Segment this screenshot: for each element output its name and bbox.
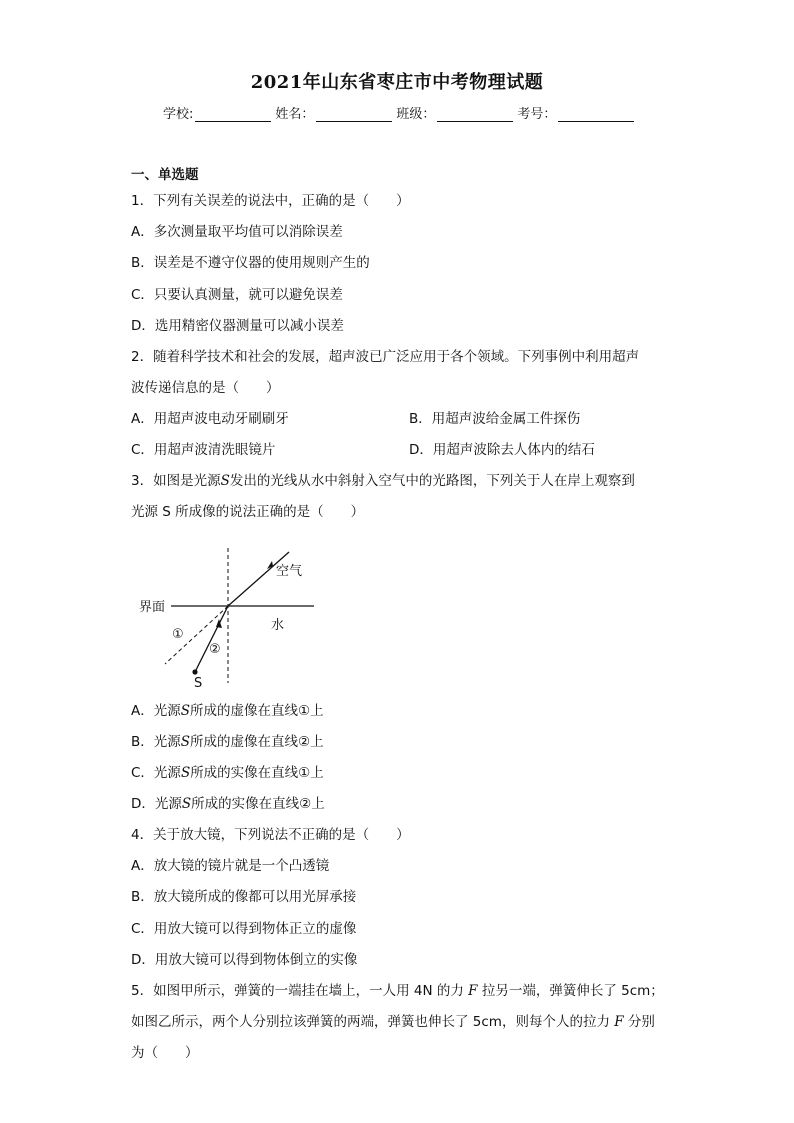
q3-b-symbol: S bbox=[180, 734, 191, 750]
question-4-option-c: C．用放大镜可以得到物体正立的虚像 bbox=[131, 921, 357, 937]
question-2-option-b: B．用超声波给金属工件探伤 bbox=[409, 411, 581, 427]
section-heading: 一、单选题 bbox=[131, 167, 199, 183]
q3-stem-text-a: 3．如图是光源 bbox=[131, 473, 221, 489]
question-4-option-d: D．用放大镜可以得到物体倒立的实像 bbox=[131, 952, 358, 968]
question-2-stem-line1: 2．随着科学技术和社会的发展，超声波已广泛应用于各个领域。下列事例中利用超声 bbox=[131, 349, 640, 365]
q5-line1-text-b: 拉另一端，弹簧伸长了 5cm； bbox=[477, 983, 664, 999]
name-blank[interactable] bbox=[316, 107, 392, 122]
school-blank[interactable] bbox=[195, 107, 271, 122]
question-5-stem-line3: 为（ ） bbox=[131, 1045, 199, 1061]
question-2-stem-line2: 波传递信息的是（ ） bbox=[131, 380, 280, 396]
question-3-option-d bbox=[131, 795, 325, 813]
question-1-option-c: C．只要认真测量，就可以避免误差 bbox=[131, 287, 343, 303]
water-label: 水 bbox=[271, 618, 285, 633]
q3-stem-text-b: 发出的光线从水中斜射入空气中的光路图，下列关于人在岸上观察到 bbox=[229, 473, 635, 489]
question-3-option-c bbox=[131, 764, 324, 782]
q3-d-prefix: D．光源 bbox=[131, 796, 182, 812]
question-2-option-c: C．用超声波清洗眼镜片 bbox=[131, 442, 276, 458]
line-1-label: ① bbox=[172, 627, 184, 642]
q3-d-symbol: S bbox=[181, 796, 192, 812]
q3-b-text: 所成的虚像在直线②上 bbox=[190, 734, 324, 750]
question-2-option-a: A．用超声波电动牙刷刷牙 bbox=[131, 411, 289, 427]
question-1-option-b: B．误差是不遵守仪器的使用规则产生的 bbox=[131, 255, 370, 271]
air-label: 空气 bbox=[276, 564, 303, 579]
q3-b-prefix: B．光源 bbox=[131, 734, 181, 750]
question-1-option-d: D．选用精密仪器测量可以减小误差 bbox=[131, 318, 344, 334]
refraction-diagram bbox=[131, 540, 321, 690]
question-4-option-b: B．放大镜所成的像都可以用光屏承接 bbox=[131, 889, 357, 905]
q5-force-symbol-2: F bbox=[614, 1014, 624, 1030]
q3-a-prefix: A．光源 bbox=[131, 703, 181, 719]
question-1-stem: 1．下列有关误差的说法中，正确的是（ ） bbox=[131, 193, 410, 209]
page-title: 2021年山东省枣庄市中考物理试题 bbox=[250, 72, 544, 93]
q3-source-symbol: S bbox=[220, 473, 230, 489]
interface-label: 界面 bbox=[139, 600, 166, 615]
refracted-ray bbox=[228, 552, 289, 606]
student-info-line bbox=[163, 103, 638, 122]
question-4-stem: 4．关于放大镜，下列说法不正确的是（ ） bbox=[131, 827, 410, 843]
exam-number-label: 考号： bbox=[517, 107, 557, 122]
question-4-option-a: A．放大镜的镜片就是一个凸透镜 bbox=[131, 858, 330, 874]
source-label: S bbox=[194, 676, 203, 690]
q3-a-symbol: S bbox=[180, 703, 190, 719]
name-label: 姓名： bbox=[275, 107, 315, 122]
q5-line1-text-a: 5．如图甲所示，弹簧的一端挂在墙上，一人用 4N 的力 bbox=[131, 983, 469, 999]
question-3-stem-line2: 光源 S 所成像的说法正确的是（ ） bbox=[131, 504, 365, 520]
line-2-label: ② bbox=[209, 642, 221, 657]
q5-line2-text-a: 如图乙所示，两个人分别拉该弹簧的两端，弹簧也伸长了 5cm，则每个人的拉力 bbox=[131, 1014, 615, 1030]
question-5-stem-line2 bbox=[131, 1013, 655, 1031]
question-3-option-a bbox=[131, 702, 324, 720]
question-3-option-b bbox=[131, 733, 324, 751]
q3-d-text: 所成的实像在直线②上 bbox=[191, 796, 325, 812]
q5-force-symbol-1: F bbox=[468, 983, 478, 999]
q3-c-symbol: S bbox=[180, 765, 191, 781]
question-1-option-a: A．多次测量取平均值可以消除误差 bbox=[131, 224, 343, 240]
incident-ray-2 bbox=[195, 606, 228, 672]
question-5-stem-line1 bbox=[131, 982, 664, 1000]
light-source-point bbox=[192, 669, 197, 674]
q3-a-text: 所成的虚像在直线①上 bbox=[190, 703, 324, 719]
q3-c-prefix: C．光源 bbox=[131, 765, 181, 781]
class-blank[interactable] bbox=[437, 107, 513, 122]
question-3-stem-line1 bbox=[131, 472, 635, 490]
question-2-option-d: D．用超声波除去人体内的结石 bbox=[409, 442, 595, 458]
class-label: 班级： bbox=[396, 107, 436, 122]
exam-number-blank[interactable] bbox=[558, 107, 634, 122]
school-label: 学校: bbox=[163, 107, 194, 122]
q5-line2-text-b: 分别 bbox=[623, 1014, 655, 1030]
q3-c-text: 所成的实像在直线①上 bbox=[190, 765, 324, 781]
